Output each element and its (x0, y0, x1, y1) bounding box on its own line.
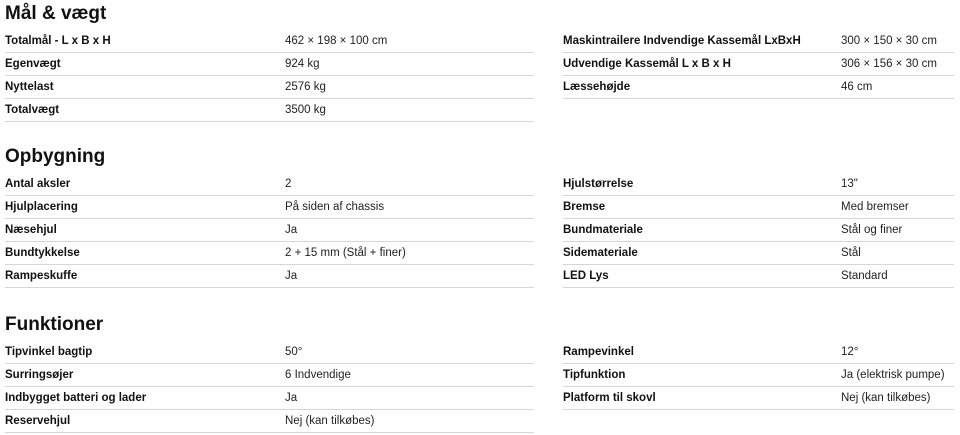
spec-row (5, 99, 534, 122)
spec-value: 6 Indvendige (285, 369, 351, 381)
spec-label: Maskintrailere Indvendige Kassemål LxBxH (563, 35, 801, 47)
spec-table-right (563, 30, 954, 99)
spec-value: 50° (285, 346, 303, 358)
spec-label: Rampevinkel (563, 346, 634, 358)
spec-label: Udvendige Kassemål L x B x H (563, 58, 731, 70)
spec-value: Ja (elektrisk pumpe) (841, 369, 945, 381)
spec-row (5, 196, 534, 219)
spec-row (5, 219, 534, 242)
spec-row (5, 410, 534, 433)
spec-table-left (5, 30, 534, 122)
spec-value: 13" (841, 178, 858, 190)
spec-table-right (563, 341, 954, 410)
spec-value: På siden af chassis (285, 201, 385, 213)
spec-value: 2 (285, 178, 292, 190)
spec-value: 12° (841, 346, 859, 358)
spec-table-right (563, 173, 954, 288)
section-title: Opbygning (5, 146, 106, 167)
spec-value: 2576 kg (285, 81, 326, 93)
spec-label: Totalmål - L x B x H (5, 35, 111, 47)
spec-label: Hjulstørrelse (563, 178, 634, 190)
spec-value: Stål (841, 247, 861, 259)
spec-value: Ja (285, 392, 298, 404)
spec-label: Egenvægt (5, 58, 61, 70)
spec-label: Næsehjul (5, 224, 57, 236)
spec-row (5, 387, 534, 410)
spec-value: 300 × 150 × 30 cm (841, 35, 937, 47)
spec-value: Med bremser (841, 201, 909, 213)
spec-row (563, 364, 954, 387)
spec-table-left (5, 341, 534, 433)
spec-row (5, 242, 534, 265)
spec-label: Indbygget batteri og lader (5, 392, 147, 404)
section-opbygning (0, 145, 960, 285)
spec-row (563, 219, 954, 242)
spec-label: Tipfunktion (563, 369, 626, 381)
section-maal-vaegt (0, 2, 960, 120)
spec-row (563, 196, 954, 219)
spec-label: Bundmateriale (563, 224, 643, 236)
spec-row (5, 364, 534, 387)
spec-label: Surringsøjer (5, 369, 74, 381)
spec-value: Ja (285, 224, 298, 236)
spec-row (563, 242, 954, 265)
spec-value: 2 + 15 mm (Stål + finer) (285, 247, 406, 259)
spec-value: 3500 kg (285, 104, 326, 116)
spec-row (563, 341, 954, 364)
spec-row (563, 76, 954, 99)
spec-value: 462 × 198 × 100 cm (285, 35, 388, 47)
spec-value: Standard (841, 270, 888, 282)
section-title: Mål & vægt (5, 3, 107, 24)
spec-row (5, 30, 534, 53)
spec-row (5, 341, 534, 364)
spec-label: Tipvinkel bagtip (5, 346, 93, 358)
spec-label: Reservehjul (5, 415, 71, 427)
spec-value: Stål og finer (841, 224, 903, 236)
spec-label: Platform til skovl (563, 392, 656, 404)
spec-row (563, 30, 954, 53)
spec-label: Bremse (563, 201, 606, 213)
spec-value: 46 cm (841, 81, 873, 93)
section-title: Funktioner (5, 314, 104, 335)
spec-label: Totalvægt (5, 104, 60, 116)
spec-row (563, 387, 954, 410)
spec-label: Rampeskuffe (5, 270, 78, 282)
spec-row (5, 173, 534, 196)
spec-value: Nej (kan tilkøbes) (285, 415, 375, 427)
spec-value: 924 kg (285, 58, 320, 70)
spec-row (5, 76, 534, 99)
spec-label: Nyttelast (5, 81, 54, 93)
spec-label: Bundtykkelse (5, 247, 80, 259)
spec-label: Sidemateriale (563, 247, 638, 259)
spec-row (5, 265, 534, 288)
section-funktioner (0, 313, 960, 435)
spec-value: 306 × 156 × 30 cm (841, 58, 937, 70)
spec-label: Læssehøjde (563, 81, 631, 93)
spec-row (563, 173, 954, 196)
spec-row (563, 53, 954, 76)
spec-row (563, 265, 954, 288)
spec-value: Nej (kan tilkøbes) (841, 392, 931, 404)
spec-label: Antal aksler (5, 178, 71, 190)
spec-value: Ja (285, 270, 298, 282)
spec-label: Hjulplacering (5, 201, 78, 213)
spec-table-left (5, 173, 534, 288)
spec-label: LED Lys (563, 270, 609, 282)
spec-row (5, 53, 534, 76)
